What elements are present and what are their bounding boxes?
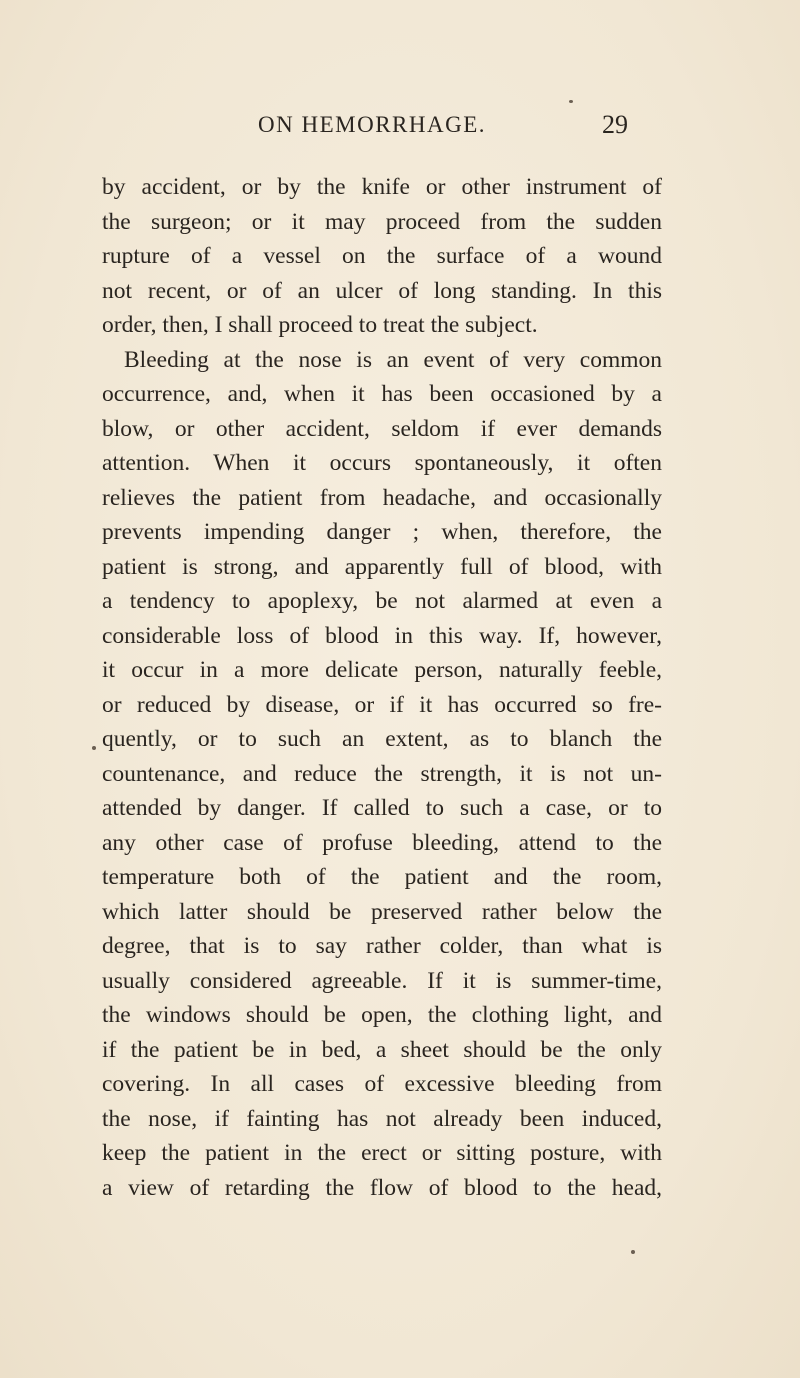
text-line: which latter should be preserved rather below the [102,898,662,925]
text-line: occurrence, and, when it has been occasioned by a [102,381,662,407]
text-line: patient is strong, and apparently full of blood, with [102,553,662,580]
text-line: the nose, if fainting has not already been induced, [102,1105,662,1132]
text-line: prevents impending danger ; when, therefore, the [102,519,662,545]
text-line: it occur in a more delicate person, naturally feeble, [102,657,662,683]
text-line: any other case of profuse bleeding, attend to the [102,829,662,856]
text-line: degree, that is to say rather colder, than what is [102,933,662,959]
paper-speck [92,746,96,750]
text-line: by accident, or by the knife or other instrument of [102,174,662,200]
running-head [258,112,658,148]
text-line: temperature both of the patient and the room, [102,864,662,890]
paragraph-start-line: Bleeding at the nose is an event of very common [124,346,662,373]
text-line: the windows should be open, the clothing light, and [102,1002,662,1028]
text-line: attention. When it occurs spontaneously, it often [102,450,662,476]
text-line: keep the patient in the erect or sitting posture, with [102,1140,662,1166]
text-line: if the patient be in bed, a sheet should be the only [102,1036,662,1063]
text-line: or reduced by disease, or if it has occurred so fre- [102,691,662,718]
text-line: order, then, I shall proceed to treat the subject. [102,312,538,338]
text-line: considerable loss of blood in this way. If, however, [102,622,662,649]
text-line: countenance, and reduce the strength, it is not un- [102,760,662,787]
body-text [102,170,662,1205]
text-line: blow, or other accident, seldom if ever demands [102,415,662,442]
page-number: 29 [602,110,628,139]
text-line: covering. In all cases of excessive bleeding from [102,1071,662,1097]
text-line: attended by danger. If called to such a case, or to [102,795,662,821]
chapter-title: ON HEMORRHAGE. [258,112,486,137]
text-line: usually considered agreeable. If it is summer-time, [102,967,662,994]
text-line: quently, or to such an extent, as to blanch the [102,726,662,752]
text-line: relieves the patient from headache, and occasionally [102,484,662,511]
text-line: not recent, or of an ulcer of long standing. In this [102,277,662,304]
text-line: the surgeon; or it may proceed from the sudden [102,208,662,235]
text-line: a view of retarding the flow of blood to the head, [102,1174,662,1201]
paper-speck [569,100,573,103]
paper-speck [631,1250,635,1254]
text-line: rupture of a vessel on the surface of a wound [102,243,662,269]
text-line: a tendency to apoplexy, be not alarmed at even a [102,588,662,614]
